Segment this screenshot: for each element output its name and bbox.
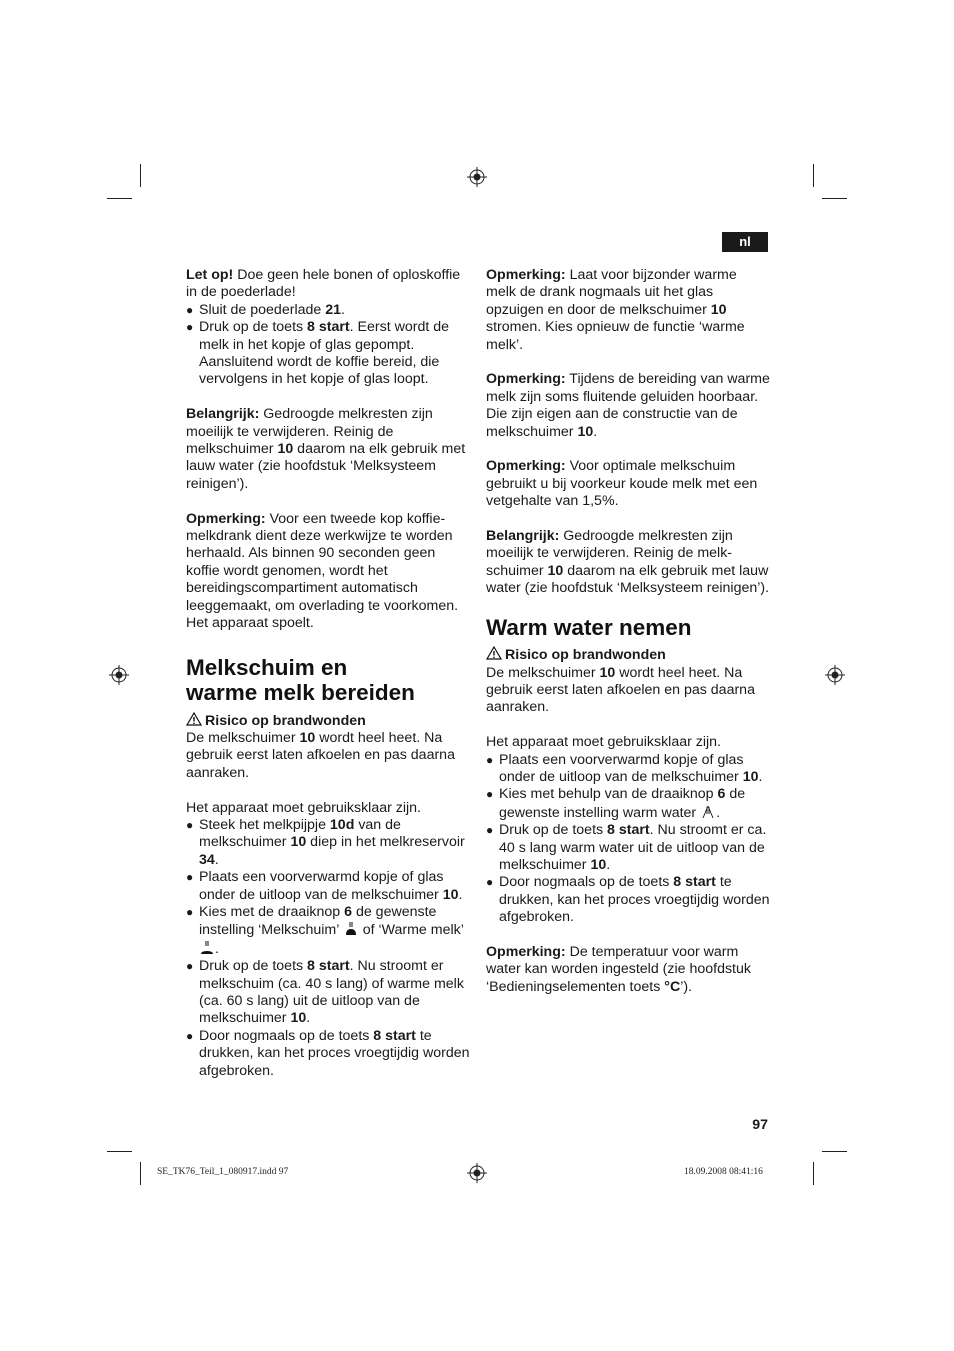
- warning-triangle-icon: [186, 712, 202, 726]
- important-paragraph: Belangrijk: Gedroogde melkresten zijn moeilijk te verwijderen. Reinig de melk-schuimer 10 daarom na elk gebruik met lauw water (zie hoofdstuk ‘Melksysteem reinigen’).: [486, 528, 770, 597]
- crop-mark: [822, 198, 847, 199]
- note-paragraph: Opmerking: Tijdens de bereiding van warme melk zijn soms fluitende geluiden hoorbaar. Die zijn eigen aan de constructie van de melkschuimer 10.: [486, 371, 770, 440]
- list-item: ● Kies met de draaiknop 6 de gewenste instelling ‘Melkschuim’ of ‘Warme melk’ .: [186, 904, 470, 958]
- crop-mark: [107, 198, 132, 199]
- bullet-list: [186, 302, 470, 389]
- crop-mark: [822, 1151, 847, 1152]
- list-item: ● Steek het melkpijpje 10d van de melkschuimer 10 diep in het melkreservoir 34.: [186, 817, 470, 869]
- warning-text: De melkschuimer 10 wordt heel heet. Na gebruik eerst laten afkoelen en pas daarna aanraken.: [486, 664, 755, 716]
- warm-water-icon: [700, 804, 716, 819]
- crop-mark: [107, 1151, 132, 1152]
- list-item: ● Sluit de poederlade 21.: [186, 302, 470, 319]
- warning-triangle-icon: [486, 646, 502, 660]
- language-tab: nl: [722, 232, 768, 252]
- crop-mark: [813, 164, 814, 187]
- registration-mark-icon: [467, 167, 487, 187]
- section-heading: Warm water nemen: [486, 614, 692, 640]
- registration-mark-icon: [109, 665, 129, 685]
- note-paragraph: Opmerking: Voor optimale melkschuim gebruikt u bij voorkeur koude melk met een vetgehalte van 1,5%.: [486, 458, 758, 510]
- page-number: 97: [752, 1117, 768, 1133]
- slug-datetime: 18.09.2008 08:41:16: [684, 1167, 763, 1177]
- steps-list: [486, 752, 770, 927]
- crop-mark: [140, 1162, 141, 1185]
- list-item: ● Druk op de toets 8 start. Nu stroomt er ca. 40 s lang warm water uit de uitloop van de melkschuimer 10.: [486, 822, 770, 874]
- list-item: ● Door nogmaals op de toets 8 start te drukken, kan het proces vroegtijdig worden afgebroken.: [486, 874, 770, 926]
- list-item: ● Plaats een voorverwarmd kopje of glas onder de uitloop van de melkschuimer 10.: [186, 869, 470, 904]
- important-paragraph: Belangrijk: Gedroogde melkresten zijn moeilijk te verwijderen. Reinig de melkschuimer 10 daarom na elk gebruik met lauw water (zie hoofdstuk ‘Melksysteem reinigen’).: [186, 406, 466, 492]
- registration-mark-icon: [467, 1163, 487, 1183]
- right-column: [486, 267, 770, 996]
- ready-text: Het apparaat moet gebruiksklaar zijn.: [486, 734, 722, 751]
- note-paragraph: Opmerking: Laat voor bijzonder warme melk de drank nogmaals uit het glas opzuigen en door de melkschuimer 10 stromen. Kies opnieuw de functie ‘warme melk’.: [486, 267, 745, 353]
- slug-filename: SE_TK76_Teil_1_080917.indd 97: [157, 1167, 289, 1177]
- list-item: ● Door nogmaals op de toets 8 start te drukken, kan het proces vroegtijdig worden afgebroken.: [186, 1028, 470, 1080]
- warning-heading: Risico op brandwonden: [186, 712, 470, 730]
- left-column: [186, 267, 470, 1080]
- warning-heading: Risico op brandwonden: [486, 646, 770, 664]
- milk-foam-icon: [343, 921, 359, 936]
- steps-list: [186, 817, 470, 1080]
- list-item: ● Druk op de toets 8 start. Eerst wordt de melk in het kopje of glas gepompt. Aansluitend wordt de koffie bereid, die vervolgens in het kopje of glas loopt.: [186, 319, 470, 389]
- list-item: ● Kies met behulp van de draaiknop 6 de gewenste instelling warm water .: [486, 786, 770, 822]
- list-item: ● Plaats een voorverwarmd kopje of glas onder de uitloop van de melkschuimer 10.: [486, 752, 770, 787]
- caution-paragraph: Let op! Doe geen hele bonen of oploskoffie in de poederlade!: [186, 267, 461, 301]
- list-item: ● Druk op de toets 8 start. Nu stroomt er melkschuim (ca. 40 s lang) of warme melk (ca. 60 s lang) uit de uitloop van de melkschuimer 10.: [186, 958, 470, 1028]
- warm-milk-icon: [199, 940, 215, 955]
- registration-mark-icon: [825, 665, 845, 685]
- note-paragraph: Opmerking: De temperatuur voor warm water kan worden ingesteld (zie hoofdstuk ‘Bedieningselementen toets °C’).: [486, 944, 751, 995]
- ready-text: Het apparaat moet gebruiksklaar zijn.: [186, 799, 422, 816]
- section-heading: Melkschuim en warme melk bereiden: [186, 654, 415, 705]
- warning-text: De melkschuimer 10 wordt heel heet. Na gebruik eerst laten afkoelen en pas daarna aanraken.: [186, 729, 455, 781]
- crop-mark: [140, 164, 141, 187]
- note-paragraph: Opmerking: Voor een tweede kop koffie-melkdrank dient deze werkwijze te worden herhaald. Als binnen 90 seconden geen koffie wordt genomen, wordt het bereidingscompartiment automatisch leeggemaakt, om overlading te voorkomen. Het apparaat spoelt.: [186, 510, 459, 632]
- crop-mark: [813, 1162, 814, 1185]
